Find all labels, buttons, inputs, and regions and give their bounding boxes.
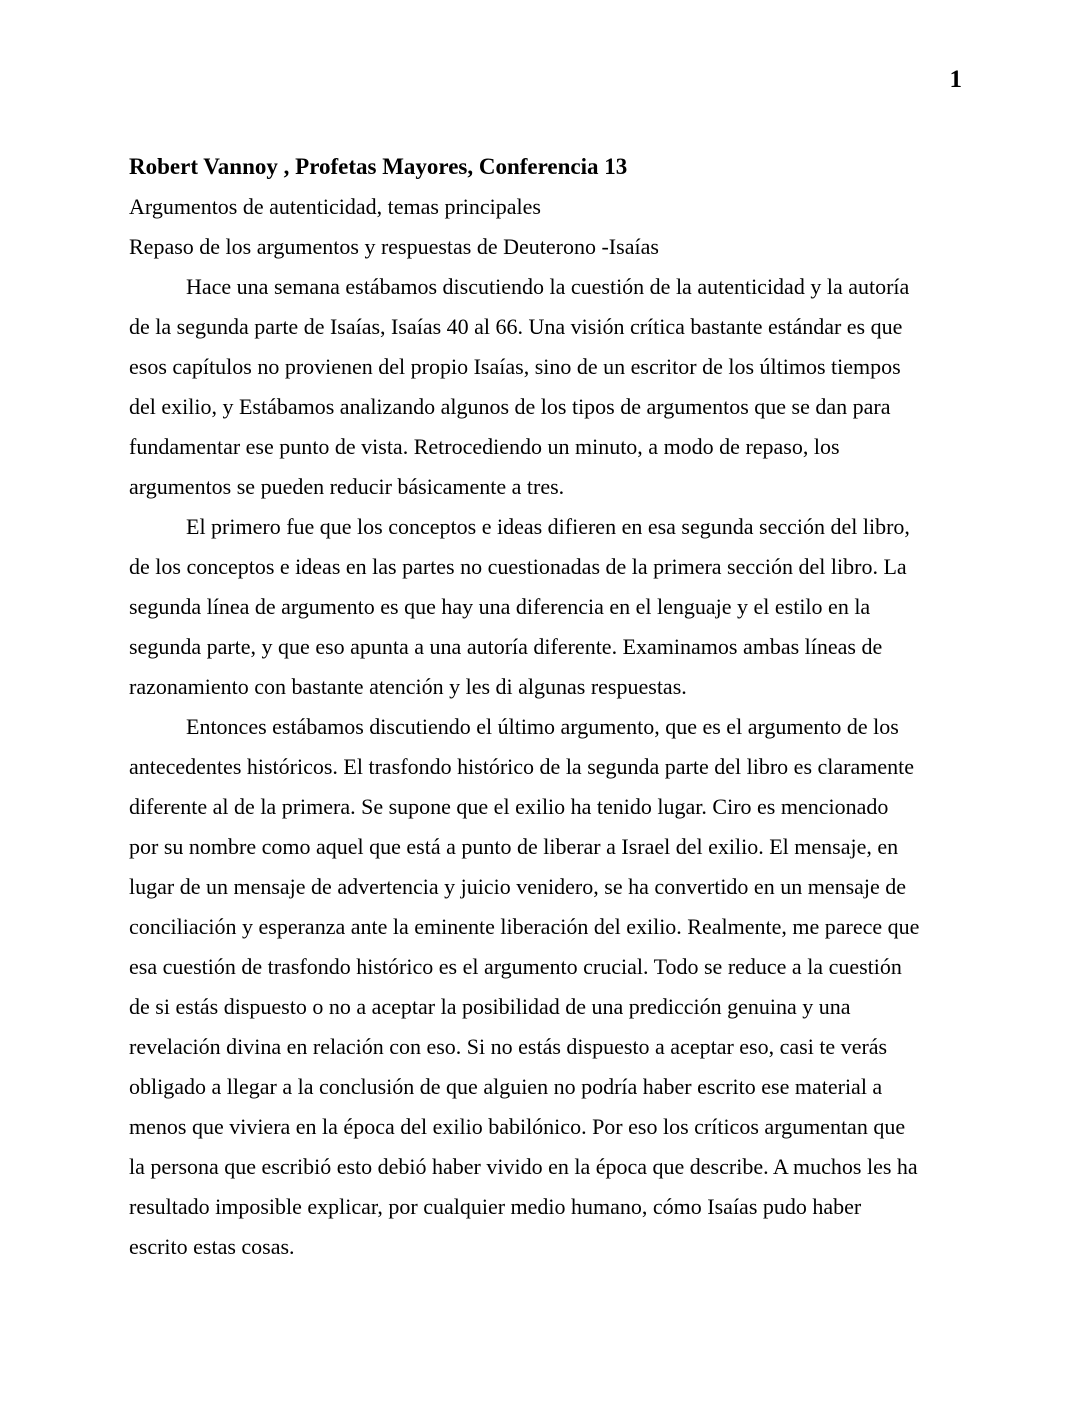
paragraph-line: diferente al de la primera. Se supone que el exilio ha tenido lugar. Ciro es mencionado: [129, 794, 889, 819]
paragraph-line: obligado a llegar a la conclusión de que alguien no podría haber escrito ese material a: [129, 1074, 883, 1099]
paragraph-line: revelación divina en relación con eso. Si no estás dispuesto a aceptar eso, casi te verás: [129, 1034, 888, 1059]
paragraph-line: argumentos se pueden reducir básicamente a tres.: [129, 474, 565, 499]
paragraph-line: la persona que escribió esto debió haber vivido en la época que describe. A muchos les ha: [129, 1154, 918, 1179]
paragraph-line: por su nombre como aquel que está a punto de liberar a Israel del exilio. El mensaje, en: [129, 834, 899, 859]
paragraph-line: segunda línea de argumento es que hay una diferencia en el lenguaje y el estilo en la: [129, 594, 871, 619]
paragraph-line: esos capítulos no provienen del propio Isaías, sino de un escritor de los últimos tiempos: [129, 354, 901, 379]
page-number: 1: [949, 66, 962, 93]
paragraph-line: menos que viviera en la época del exilio babilónico. Por eso los críticos argumentan que: [129, 1114, 906, 1139]
paragraph-line: de si estás dispuesto o no a aceptar la posibilidad de una predicción genuina y una: [129, 994, 851, 1019]
paragraph-line: Hace una semana estábamos discutiendo la cuestión de la autenticidad y la autoría: [186, 274, 910, 299]
paragraph-line: El primero fue que los conceptos e ideas difieren en esa segunda sección del libro,: [186, 514, 910, 539]
paragraph-line: fundamentar ese punto de vista. Retrocediendo un minuto, a modo de repaso, los: [129, 434, 840, 459]
paragraph-line: antecedentes históricos. El trasfondo histórico de la segunda parte del libro es claramente: [129, 754, 914, 779]
paragraph-line: segunda parte, y que eso apunta a una autoría diferente. Examinamos ambas líneas de: [129, 634, 883, 659]
document-subtitle-review: Repaso de los argumentos y respuestas de Deuterono -Isaías: [129, 234, 659, 259]
document-subtitle-topics: Argumentos de autenticidad, temas principales: [129, 194, 541, 219]
paragraph-line: de la segunda parte de Isaías, Isaías 40 al 66. Una visión crítica bastante estándar es que: [129, 314, 903, 339]
paragraph-line: escrito estas cosas.: [129, 1234, 295, 1259]
paragraph-line: Entonces estábamos discutiendo el último argumento, que es el argumento de los: [186, 714, 899, 739]
paragraph-3: [129, 707, 965, 1267]
document-body: [129, 147, 965, 1267]
paragraph-line: razonamiento con bastante atención y les di algunas respuestas.: [129, 674, 687, 699]
paragraph-line: del exilio, y Estábamos analizando algunos de los tipos de argumentos que se dan para: [129, 394, 891, 419]
paragraph-line: lugar de un mensaje de advertencia y juicio venidero, se ha convertido en un mensaje de: [129, 874, 907, 899]
paragraph-line: conciliación y esperanza ante la eminente liberación del exilio. Realmente, me parece que: [129, 914, 920, 939]
paragraph-line: resultado imposible explicar, por cualquier medio humano, cómo Isaías pudo haber: [129, 1194, 862, 1219]
paragraph-line: de los conceptos e ideas en las partes no cuestionadas de la primera sección del libro. La: [129, 554, 907, 579]
paragraph-2: [129, 507, 965, 707]
paragraph-line: esa cuestión de trasfondo histórico es el argumento crucial. Todo se reduce a la cuestión: [129, 954, 902, 979]
paragraph-1: [129, 267, 965, 507]
document-title: Robert Vannoy , Profetas Mayores, Conferencia 13: [129, 154, 628, 179]
